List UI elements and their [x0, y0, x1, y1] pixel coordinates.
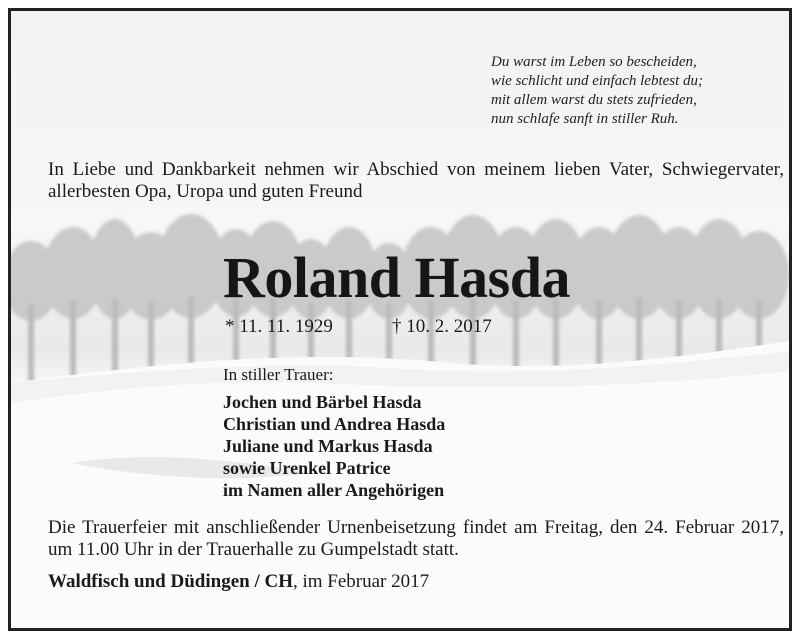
list-item: im Namen aller Angehörigen [223, 480, 445, 500]
mourners-label: In stiller Trauer: [223, 365, 334, 384]
list-item: Christian und Andrea Hasda [223, 414, 446, 434]
poem-line: wie schlicht und einfach lebtest du; [491, 73, 704, 89]
tree-trunk [28, 305, 34, 383]
closing-line [48, 571, 429, 593]
poem-line: mit allem warst du stets zufrieden, [491, 92, 697, 108]
service-announcement: Die Trauerfeier mit anschließender Urnenbeisetzung findet am Freitag, den 24. Februar 2017, um 11.00 Uhr in der Trauerhalle zu Gumpelstadt statt. [48, 517, 784, 560]
closing-place: Waldfisch und Düdingen / CH [48, 571, 293, 592]
memorial-poem [491, 53, 781, 129]
poem-line: nun schlafe sanft in stiller Ruh. [491, 111, 679, 127]
list-item: sowie Urenkel Patrice [223, 458, 391, 478]
list-item: Jochen und Bärbel Hasda [223, 392, 422, 412]
birth-date: * 11. 11. 1929 [225, 316, 333, 337]
intro-text: In Liebe und Dankbarkeit nehmen wir Abschied von meinem lieben Vater, Schwiegervater, allerbesten Opa, Uropa und guten Freund [48, 159, 784, 202]
deceased-name: Roland Hasda [223, 245, 570, 310]
closing-date: , im Februar 2017 [292, 571, 430, 592]
death-date: † 10. 2. 2017 [392, 316, 492, 337]
list-item: Juliane und Markus Hasda [223, 436, 433, 456]
mourners-list [223, 391, 445, 501]
obituary-notice [8, 8, 792, 631]
poem-line: Du warst im Leben so bescheiden, [491, 54, 697, 70]
tree-trunk [70, 301, 76, 383]
